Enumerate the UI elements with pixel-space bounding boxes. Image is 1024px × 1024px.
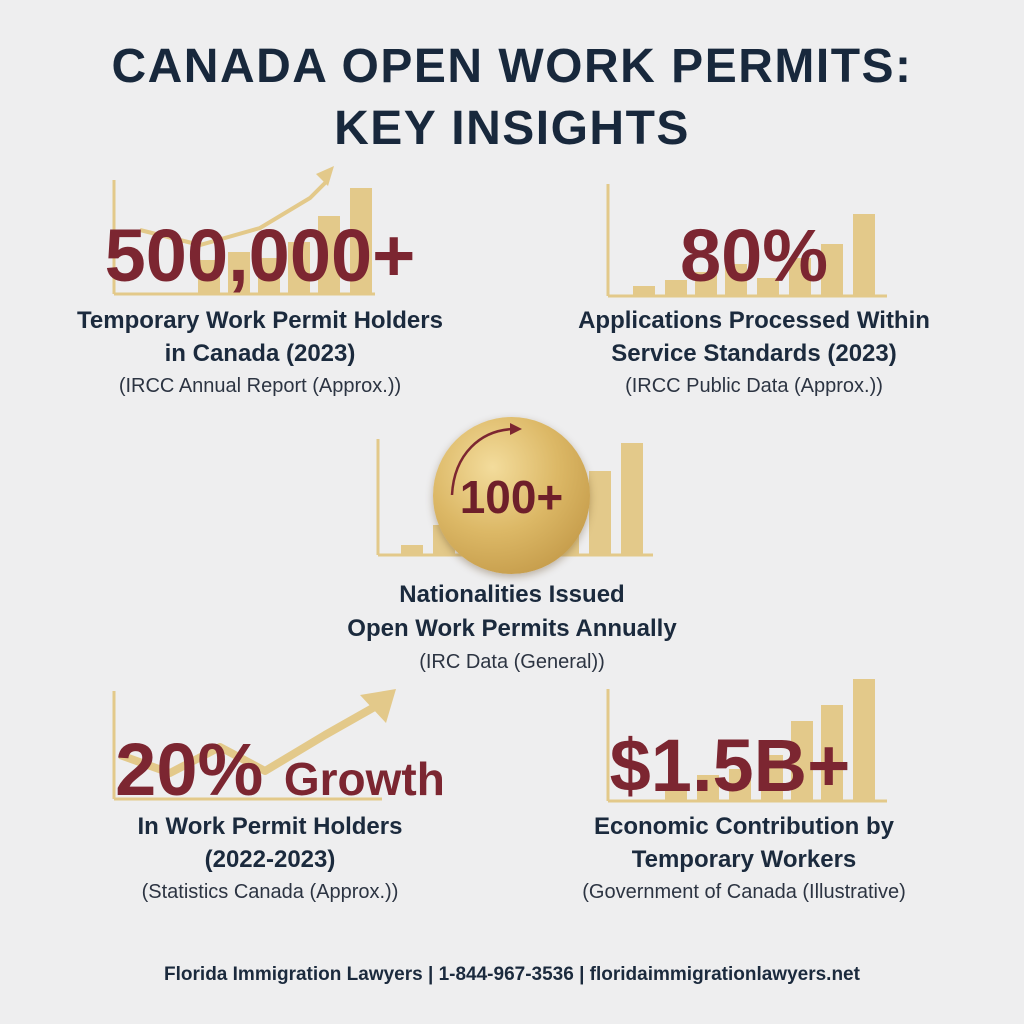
source-economic: (Government of Canada (Illustrative) <box>582 881 906 903</box>
source-nationalities: (IRC Data (General)) <box>419 651 605 673</box>
label-economic-line-1: Economic Contribution by <box>594 813 894 840</box>
label-nationalities-line-1: Nationalities Issued <box>399 581 625 608</box>
stat-growth-number: 20% <box>115 728 264 811</box>
source-processing: (IRCC Public Data (Approx.)) <box>625 375 883 397</box>
label-processing-line-1: Applications Processed Within <box>578 307 930 334</box>
page-title-line-1: CANADA OPEN WORK PERMITS: <box>111 40 913 93</box>
stat-processing: 80% <box>679 214 829 297</box>
label-processing-line-2: Service Standards (2023) <box>611 340 897 367</box>
source-permit-holders: (IRCC Annual Report (Approx.)) <box>118 375 402 397</box>
label-growth-line-1: In Work Permit Holders <box>137 813 403 840</box>
stat-nationalities: 100+ <box>459 471 564 523</box>
stat-growth <box>60 730 500 819</box>
footer-contact: Florida Immigration Lawyers | 1-844-967-3536 | floridaimmigrationlawyers.net <box>164 964 860 985</box>
stat-growth-suffix: Growth <box>283 753 445 805</box>
stat-permit-holders: 500,000+ <box>104 214 416 297</box>
label-economic-line-2: Temporary Workers <box>631 846 857 873</box>
source-growth: (Statistics Canada (Approx.)) <box>141 881 399 903</box>
label-permit-holders-line-1: Temporary Work Permit Holders <box>77 307 443 334</box>
page-title-line-2: KEY INSIGHTS <box>334 102 690 155</box>
label-nationalities-line-2: Open Work Permits Annually <box>347 615 677 642</box>
stat-economic: $1.5B+ <box>609 724 851 807</box>
label-permit-holders-line-2: in Canada (2023) <box>164 340 356 367</box>
label-growth-line-2: (2022-2023) <box>204 846 336 873</box>
